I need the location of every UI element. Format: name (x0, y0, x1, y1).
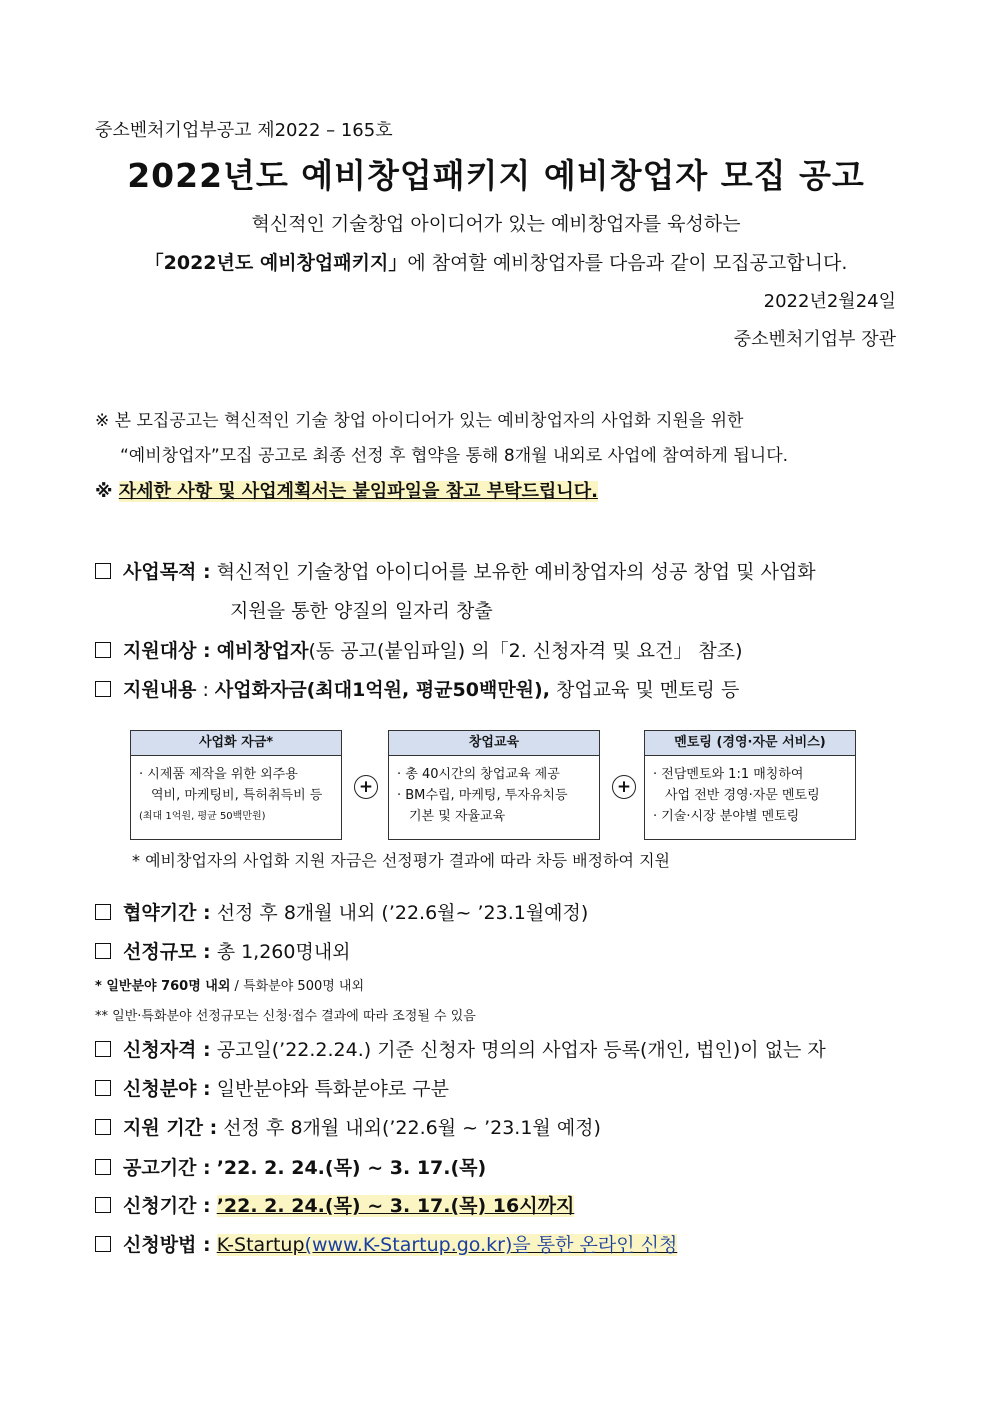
announcement-date: 2022년2월24일 (763, 291, 896, 312)
item-value: 선정 후 8개월 내외(’22.6월 ~ ’23.1월 예정) (223, 1117, 601, 1139)
item-value: 총 1,260명내외 (216, 941, 351, 963)
item-value-bold: 사업화자금(최대1억원, 평균50백만원), (214, 679, 550, 701)
intro-line-1: 혁신적인 기술창업 아이디어가 있는 예비창업자를 육성하는 (251, 213, 741, 235)
card-header: 창업교육 (389, 731, 599, 756)
item-label: 공고기간 : (123, 1157, 211, 1179)
item-selection-scale (95, 937, 351, 964)
card-line: 역비, 마케팅비, 특허취득비 등 (151, 788, 323, 803)
item-value: 창업교육 및 멘토링 등 (549, 679, 740, 701)
item-target (95, 636, 743, 663)
diagram-footnote: * 예비창업자의 사업화 지원 자금은 선정평가 결과에 따라 차등 배정하여 지원 (132, 851, 670, 870)
item-colon: : (196, 679, 215, 701)
item-value-bold: 예비창업자 (216, 640, 309, 662)
intro-line-2-rest: 에 참여할 예비창업자를 다음과 같이 모집공고합니다. (407, 252, 848, 274)
note-attachment (95, 477, 598, 503)
note-mark: ※ (95, 481, 113, 502)
item-value: ’22. 2. 24.(목) ~ 3. 17.(목) (216, 1157, 487, 1179)
card-line: 기본 및 자율교육 (409, 809, 506, 824)
card-mentoring (644, 730, 856, 840)
card-header: 사업화 자금* (131, 731, 341, 756)
item-label: 지원내용 (123, 679, 197, 701)
card-line: · 총 40시간의 창업교육 제공 (397, 767, 560, 782)
plus-icon: + (612, 775, 636, 799)
checkbox-icon (95, 904, 111, 920)
item-eligibility (95, 1035, 826, 1062)
item-label: 신청자격 : (123, 1039, 211, 1061)
item-label: 협약기간 : (123, 902, 211, 924)
apply-method-value (217, 1234, 678, 1256)
scale-note-bold: * 일반분야 760명 내외 (95, 979, 231, 994)
checkbox-icon (95, 681, 111, 697)
item-value: ’22. 2. 24.(목) ~ 3. 17.(목) 16시까지 (216, 1195, 575, 1217)
checkbox-icon (95, 1159, 111, 1175)
checkbox-icon (95, 1236, 111, 1252)
scale-note-rest: / 특화분야 500명 내외 (230, 979, 365, 994)
item-value: (동 공고(붙임파일) 의「2. 신청자격 및 요건」 참조) (308, 640, 743, 662)
page-title: 2022년도 예비창업패키지 예비창업자 모집 공고 (127, 156, 865, 195)
item-label: 지원대상 : (123, 640, 211, 662)
checkbox-icon (95, 1080, 111, 1096)
item-value: 혁신적인 기술창업 아이디어를 보유한 예비창업자의 성공 창업 및 사업화 (216, 561, 816, 583)
note-attachment-text: 자세한 사항 및 사업계획서는 붙임파일을 참고 부탁드립니다. (118, 481, 598, 502)
checkbox-icon (95, 563, 111, 579)
card-education (388, 730, 600, 840)
plus-icon: + (354, 775, 378, 799)
item-value: 선정 후 8개월 내외 (’22.6월~ ’23.1월예정) (216, 902, 589, 924)
card-line: (최대 1억원, 평균 50백만원) (139, 811, 266, 822)
checkbox-icon (95, 1041, 111, 1057)
item-label: 선정규모 : (123, 941, 211, 963)
item-label: 지원 기간 : (123, 1117, 218, 1139)
notice-number: 중소벤처기업부공고 제2022 – 165호 (95, 120, 393, 141)
card-commercialization-fund (130, 730, 342, 840)
item-label: 신청기간 : (123, 1195, 211, 1217)
item-purpose-line-2: 지원을 통한 양질의 일자리 창출 (230, 600, 493, 622)
checkbox-icon (95, 1197, 111, 1213)
item-apply-method (95, 1230, 677, 1257)
note-line-1: ※ 본 모집공고는 혁신적인 기술 창업 아이디어가 있는 예비창업자의 사업화 지원을 위한 (95, 411, 744, 431)
issuer: 중소벤처기업부 장관 (733, 329, 896, 350)
intro-line-2 (0, 248, 992, 275)
card-line: · 시제품 제작을 위한 외주용 (139, 767, 298, 782)
checkbox-icon (95, 943, 111, 959)
scale-note-1 (95, 975, 364, 994)
item-support-period (95, 1113, 601, 1140)
item-agreement-period (95, 898, 588, 925)
checkbox-icon (95, 1119, 111, 1135)
item-apply-period (95, 1191, 574, 1218)
item-label: 사업목적 : (123, 561, 211, 583)
kstartup-text: K-Startup (216, 1234, 305, 1256)
card-line: · 기술·시장 분야별 멘토링 (653, 809, 800, 824)
item-purpose (95, 557, 816, 584)
item-label: 신청분야 : (123, 1078, 211, 1100)
card-header: 멘토링 (경영·자문 서비스) (645, 731, 855, 756)
card-line: · 전담멘토와 1:1 매칭하여 (653, 767, 804, 782)
checkbox-icon (95, 642, 111, 658)
apply-method-rest: 을 통한 온라인 신청 (512, 1234, 678, 1256)
item-content (95, 675, 739, 702)
item-field (95, 1074, 449, 1101)
item-label: 신청방법 : (123, 1234, 211, 1256)
card-line: · BM수립, 마케팅, 투자유치등 (397, 788, 568, 803)
item-value: 일반분야와 특화분야로 구분 (216, 1078, 450, 1100)
item-announce-period (95, 1153, 486, 1180)
card-line: 사업 전반 경영·자문 멘토링 (665, 788, 820, 803)
program-name: 「2022년도 예비창업패키지」 (144, 252, 408, 274)
scale-note-2: ** 일반·특화분야 선정규모는 신청·접수 결과에 따라 조정될 수 있음 (95, 1009, 476, 1024)
item-value: 공고일(’22.2.24.) 기준 신청자 명의의 사업자 등록(개인, 법인)이 없는 자 (216, 1039, 826, 1061)
kstartup-link[interactable]: (www.K-Startup.go.kr) (304, 1234, 513, 1256)
support-diagram (130, 730, 854, 842)
note-line-2: “예비창업자”모집 공고로 최종 선정 후 협약을 통해 8개월 내외로 사업에 참여하게 됩니다. (120, 446, 789, 466)
